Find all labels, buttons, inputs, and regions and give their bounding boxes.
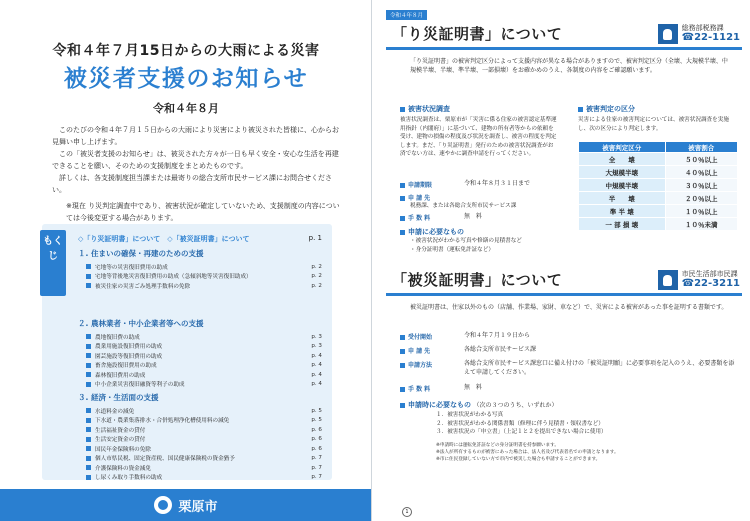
toc-item-label: 介護保険料の資金減免: [95, 465, 151, 472]
hisai-lead: 被災証明書は、住家以外のもの（店舗、作業場、家財、車など）で、災害による被害があった事を証明する書類です。: [410, 304, 728, 311]
damage-class: 半 壊: [579, 192, 666, 205]
toc-item-label: 生活安定資金の貸付: [95, 437, 146, 444]
toc-item[interactable]: [78, 272, 322, 282]
table-row: [579, 218, 738, 231]
footnote: ※市に住民登録していない方で市内で被災した場合も申請することができます。: [436, 457, 601, 462]
damage-ratio: １０％以上: [665, 205, 737, 218]
table-row: [579, 205, 738, 218]
need-item: １．被害状況がわかる写真: [436, 412, 504, 418]
risai-contact: [658, 24, 740, 44]
left-page: [0, 0, 372, 521]
toc-item[interactable]: [78, 332, 322, 342]
toc-item-label: 園芸施設等復旧費用の助成: [95, 353, 163, 360]
need-list: [410, 237, 570, 254]
bullet-icon: [86, 274, 91, 279]
need-heading: 申請に必要なもの: [400, 227, 464, 237]
page-number: 1: [402, 507, 412, 517]
toc-item-label: 被災住家の災害ごみ処理手数料の免除: [95, 283, 191, 290]
city-logo-icon: [154, 496, 172, 514]
toc-page-number: p. 4: [311, 371, 322, 378]
toc-item-label: 農地復旧費の助成: [95, 334, 140, 341]
risai-title: 「り災証明書」について: [392, 25, 563, 43]
toc-section: [78, 318, 322, 389]
bullet-icon: [86, 344, 91, 349]
toc-item[interactable]: [78, 425, 322, 435]
hisai-info-value: 各総合支所市民サービス課: [464, 346, 537, 353]
toc-item-label: し尿くみ取り手数料の助成: [95, 475, 163, 482]
toc-item[interactable]: [78, 351, 322, 361]
period-value: 令和４年８月３１日まで: [464, 180, 531, 187]
toc-section-heading[interactable]: ２. 農林業者・中小企業者等への支援: [78, 319, 204, 328]
bullet-icon: [86, 382, 91, 387]
bullet-icon: [86, 456, 91, 461]
hisai-need-heading: 申請時に必要なもの （次の３つのうち、いずれか）: [400, 400, 557, 410]
toc-page-number: p. 3: [311, 333, 322, 340]
toc-section: [78, 248, 322, 291]
right-page: [376, 0, 750, 521]
toc-item[interactable]: [78, 416, 322, 426]
where-value: 税務課、または各総合支所市民サービス課: [410, 203, 517, 209]
damage-ratio: ５０％以上: [665, 153, 737, 166]
toc-item-label: 畜舎施設復旧費用の助成: [95, 363, 157, 370]
toc-item[interactable]: [78, 454, 322, 464]
bullet-icon: [86, 363, 91, 368]
hisai-info-row: [400, 332, 736, 341]
hisai-tel[interactable]: ☎22-3211: [681, 278, 740, 289]
hisai-info-value: 無 料: [464, 384, 483, 391]
toc-item-label: 個人市県民税、固定資産税、国民健康保険税の資金猶予: [95, 456, 235, 463]
bullet-icon: [86, 408, 91, 413]
hisai-info-row: [400, 346, 736, 355]
risai-header: [386, 22, 742, 50]
where-key: 申 請 先: [400, 193, 464, 202]
date-tag: 令和４年８月: [386, 10, 427, 20]
toc-page-number: p. 6: [311, 436, 322, 443]
need-item: ・被害状況がわかる写真や修繕の見積書など: [410, 238, 522, 244]
bullet-icon: [86, 418, 91, 423]
table-row: [579, 179, 738, 192]
toc-page-number: p. 2: [311, 282, 322, 289]
toc-page-number: p. 2: [311, 263, 322, 270]
toc-item[interactable]: [78, 342, 322, 352]
toc-top-entry[interactable]: [78, 234, 322, 244]
damage-class: 一 部 損 壊: [579, 218, 666, 231]
toc-item[interactable]: [78, 406, 322, 416]
hisai-info-key: 受付開始: [400, 332, 464, 341]
hisai-info-key: 申請方法: [400, 360, 464, 377]
risai-tel[interactable]: ☎22-1121: [681, 32, 740, 43]
issue-date: 令和４年８月: [153, 102, 219, 115]
fee-row: [400, 213, 570, 222]
intro-paragraph: 詳しくは、各支援制度担当課または最寄りの総合支所市民サービス課にお問合せください。: [52, 174, 332, 194]
toc-item[interactable]: [78, 473, 322, 483]
hisai-info-row: [400, 360, 736, 377]
toc-item[interactable]: [78, 281, 322, 291]
table-row: [579, 166, 738, 179]
toc-page-number: p. 5: [311, 407, 322, 414]
toc-item-label: 宅地等の災害復旧費用の助成: [95, 264, 168, 271]
fee-value: 無 料: [464, 213, 483, 220]
footnotes: [436, 442, 736, 463]
risai-dept: 総務部税務課: [681, 24, 724, 32]
sub-title: 令和４年７月15日からの大雨による災害: [52, 43, 320, 59]
hisai-need-list: [436, 411, 736, 437]
toc-item-label: 森林復旧費用の助成: [95, 372, 146, 379]
toc-page-number: p. 4: [311, 352, 322, 359]
hisai-info-row: [400, 384, 736, 393]
hisai-contact: [658, 270, 740, 290]
toc-item-label: 下水道・農業集落排水・合併処理浄化槽使用料の減免: [95, 418, 230, 425]
hisai-info-key: 申 請 先: [400, 346, 464, 355]
hisai-info-value: 令和４年７月１９日から: [464, 332, 531, 339]
toc-item-label: 農業用施設復旧費用の助成: [95, 344, 163, 351]
class-text: 災害による住家の被害判定については、被害状況調査を実施し、次の区分により判定します。: [578, 117, 729, 132]
toc-section-heading[interactable]: １. 住まいの確保・再建のための支援: [78, 249, 204, 258]
survey-heading: 被害状況調査: [400, 104, 450, 114]
toc-page-number: p. 5: [311, 417, 322, 424]
person-icon: [658, 24, 678, 44]
hisai-title: 「被災証明書」について: [392, 271, 563, 289]
hisai-header: [386, 268, 742, 296]
damage-ratio: ２０％以上: [665, 192, 737, 205]
need-item: ・身分証明書（運転免許証など）: [410, 246, 494, 253]
toc-section: [78, 392, 322, 482]
hisai-dept: 市民生活部市民課: [681, 270, 738, 278]
city-name: 栗原市: [178, 499, 218, 515]
toc-item-label: 水道料金の減免: [95, 408, 135, 415]
damage-ratio: １０％未満: [665, 218, 737, 231]
table-row: [579, 153, 738, 166]
damage-class: 全 壊: [579, 153, 666, 166]
toc-item[interactable]: [78, 361, 322, 371]
need-item: ２．被害状況がわかる関係書類（修理に伴う見積書・領収書など）: [436, 420, 604, 427]
period-row: [400, 180, 570, 189]
damage-class: 中規模半壊: [579, 179, 666, 192]
toc-page-number: p. 7: [311, 474, 322, 481]
toc-page-number: p. 7: [311, 464, 322, 471]
toc-page-number: p. 1: [308, 234, 322, 242]
toc-item[interactable]: [78, 370, 322, 380]
toc-page-number: p. 3: [311, 343, 322, 350]
intro-text: [52, 125, 344, 225]
person-icon: [658, 270, 678, 290]
hisai-info-key: 手 数 料: [400, 384, 464, 393]
bullet-icon: [86, 353, 91, 358]
fee-key: 手 数 料: [400, 213, 464, 222]
toc-item[interactable]: [78, 463, 322, 473]
need-item: ３．被害状況の「申立書」（上記１と２を提出できない場合に使用）: [436, 429, 607, 435]
toc-item[interactable]: [78, 262, 322, 272]
toc-page-number: p. 4: [311, 362, 322, 369]
table-row: [579, 192, 738, 205]
table-of-contents: [42, 224, 332, 480]
toc-page-number: p. 7: [311, 455, 322, 462]
bullet-icon: [86, 372, 91, 377]
toc-item[interactable]: [78, 380, 322, 390]
table-header: 被害判定区分: [579, 142, 666, 153]
toc-item-label: 宅地等背後地災害復旧費用の助成（急傾斜地等災害復旧助成）: [95, 274, 252, 281]
bullet-icon: [86, 264, 91, 269]
toc-item-label: 国民年金保険料の免除: [95, 446, 151, 453]
table-header: 被害割合: [665, 142, 737, 153]
bullet-icon: [86, 475, 91, 480]
toc-top-label: ◇「り災証明書」について ◇「被災証明書」について: [78, 235, 250, 243]
toc-section-heading[interactable]: ３. 経済・生活面の支援: [78, 393, 159, 402]
footnote: ※申請時には運転免許証などの身分証明書を持参願います。: [436, 443, 559, 448]
damage-table: [578, 141, 738, 231]
risai-lead: 「り災証明書」の被害判定区分によって支援内容が異なる場合がありますので、被害判定区分（全壊、大規模半壊、中規模半壊、半壊、準半壊、一部損壊）をお確かめのうえ、各制度の内容をご確認願います。: [410, 58, 728, 74]
damage-ratio: ４０％以上: [665, 166, 737, 179]
toc-item-label: 生活福祉資金の貸付: [95, 427, 146, 434]
toc-page-number: p. 4: [311, 381, 322, 388]
toc-item[interactable]: [78, 444, 322, 454]
intro-paragraph: このたびの令和４年７月１５日からの大雨により災害により被災された皆様に、心からお見舞い申し上げます。: [52, 126, 339, 146]
damage-class: 大規模半壊: [579, 166, 666, 179]
bullet-icon: [86, 446, 91, 451]
bullet-icon: [86, 465, 91, 470]
survey-text: 被害状況調査は、栗原市が「災害に係る住家の被害認定基準運用指針（内閣府）」に基づいて、建物の所有者等からの依頼を受け、建物の損傷の程度及び状況を調査し、被害の程度を判定します。まだ、「り災証明書」発行のための被害状況調査がお済でない方は、速やかに調査申請を行ってください。: [400, 117, 557, 157]
damage-class: 準 半 壊: [579, 205, 666, 218]
class-heading: 被害判定の区分: [578, 104, 635, 114]
footer-band: [0, 489, 372, 521]
bullet-icon: [86, 334, 91, 339]
toc-page-number: p. 2: [311, 273, 322, 280]
bullet-icon: [86, 437, 91, 442]
main-title: 被災者支援のお知らせ: [63, 66, 309, 92]
bullet-icon: [86, 427, 91, 432]
damage-ratio: ３０％以上: [665, 179, 737, 192]
notice-note: ※現在 り災判定調査中であり、被害状況が確定していないため、支援制度の内容については今後変更する場合があります。: [66, 202, 340, 222]
toc-page-number: p. 6: [311, 426, 322, 433]
toc-page-number: p. 6: [311, 445, 322, 452]
footnote: ※法人が所有するものが被害にあった場合は、法人名及び代表者名での申請となります。: [436, 450, 619, 455]
hisai-info-value: 各総合支所市民サービス課窓口に備え付けの「被災証明願」に必要事項を記入のうえ、必要書類を添えて申請してください。: [464, 360, 735, 376]
where-row: [400, 193, 570, 202]
intro-paragraph: この「被災者支援のお知らせ」は、被災された方々が一日も早く安全・安心な生活を再建できることを願い、そのための支援制度をまとめたものです。: [52, 150, 339, 170]
period-key: 申請期限: [400, 180, 464, 189]
toc-item[interactable]: [78, 435, 322, 445]
toc-label: もくじ: [40, 230, 66, 296]
bullet-icon: [86, 283, 91, 288]
toc-item-label: 中小企業災害復旧融資等利子の助成: [95, 382, 185, 389]
